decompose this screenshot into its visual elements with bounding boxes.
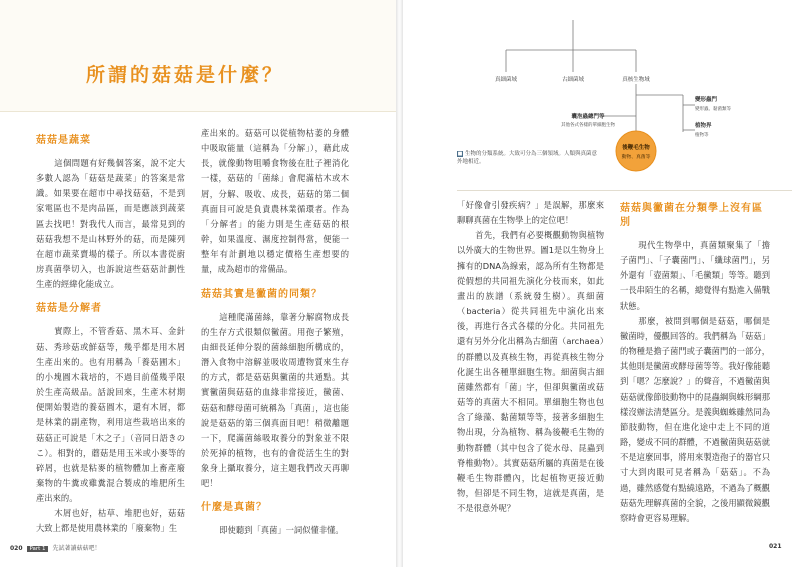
section-heading: 菇菇是分解者 <box>36 303 102 315</box>
body-paragraph: 「好像會引發疾病？」是誤解，那麼來聊聊真菌在生物學上的定位吧！ <box>457 200 604 226</box>
page-number: 021 <box>769 543 782 550</box>
amoebozoa-sublabel: 變形蟲、黏菌類等 <box>695 107 731 112</box>
right-column-2 <box>620 202 770 526</box>
body-paragraph: 木屑也好，枯草、堆肥也好，菇菇大致上都是使用農林業的「廢棄物」生 <box>36 508 185 534</box>
figure-marker: ■ <box>457 150 463 157</box>
opisthokont-highlight <box>616 131 656 171</box>
left-column-2 <box>201 126 349 539</box>
section-heading: 菇菇與黴菌在分類學上沒有區別 <box>620 203 763 228</box>
opisthokont-sublabel: 動物、真菌等 <box>621 155 651 160</box>
figure-divider <box>457 190 792 191</box>
amoebozoa-label: 變形蟲門 <box>695 97 718 103</box>
left-column-1 <box>36 134 185 537</box>
group-sublabel: 其他各式各樣的單細胞生物 <box>561 123 615 128</box>
group-label: 囊泡蟲總門等 <box>571 114 605 120</box>
left-page <box>0 0 396 567</box>
right-column-1 <box>457 198 604 516</box>
body-paragraph: 那麼，被問到哪個是菇菇，哪個是黴菌時，優觀回答的。我們稱為「菇菇」的物種是擔子菌門或子囊菌門的一部分，其他則是黴菌或酵母菌等等。我好像能聽到「嗯？怎麼說？」的聲音，不過黴菌與菇菇就像節肢動物中的昆蟲綱與蛛形綱那樣沒辦法清楚區分。是義與蜘蛛雖然同為節肢動物，但在進化途中走上不同的道路，變成不同的群體，不過黴菌與菇菇就不是這麼回事，將用來製造孢子的器官只寸大到肉眼可見者稱為「菇菇」。不為過，雖然感覺有點繞遠路，不過為了概觀菇菇先理解真菌的全貌，之後用顯微鏡觀察時會更容易理解。 <box>620 315 770 523</box>
right-page <box>403 0 799 567</box>
caption-text: 生物的分類系統。大致可分為三個領域。人類與真菌意外地相近。 <box>457 151 598 165</box>
figure-caption <box>457 150 597 166</box>
section-heading: 什麼是真菌？ <box>201 502 267 514</box>
title-band <box>0 0 396 112</box>
page-footer <box>769 543 782 550</box>
body-paragraph: 這個問題有好幾個答案，說不定大多數人認為「菇菇是蔬菜」的答案是常識。如果要在超市中尋找菇菇，不是到家電區也不是肉品區，而是應該到蔬菜區去找吧！對我代人而言，最常見到的菇菇我想不是山林野外的菇，而是陳列在超市蔬菜賣場的樣子。所以本書從廚房真菌學切入，也訴說這些菇菇計劃性生產的經緯化能成立。 <box>36 158 185 290</box>
phylogenetic-tree-diagram <box>403 0 799 200</box>
opisthokont-label: 後鞭毛生物 <box>622 145 650 151</box>
page-number: 020 <box>10 545 23 552</box>
part-badge: Part 1 <box>29 546 46 552</box>
section-heading: 菇菇是蔬菜 <box>36 135 91 146</box>
title-divider <box>0 111 396 112</box>
plants-sublabel: 植物等 <box>695 133 709 138</box>
body-paragraph: 產出來的。菇菇可以從植物枯萎的身體中吸取能量（這稱為「分解」），藉此成長，就像動物咀嚼食物後在肚子裡消化一樣，菇菇的「菌絲」會爬滿枯木或木屑，分解、吸收、成長，菇菇的第二個真面目可說是負責農林業循環者。作為「分解者」的能力則是生產菇菇的根幹，如果溫度、濕度控制得當，便能一整年有計劃地以穩定價格生產想要的量，成為超市的常備品。 <box>201 128 349 275</box>
page-footer <box>10 543 101 552</box>
page-title: 所謂的菇菇是什麼？ <box>86 64 285 86</box>
body-paragraph: 現代生物學中，真菌類聚集了「擔子菌門」、「子囊菌門」、「纖球菌門」，另外還有「壺菌類」、「毛黴類」等等。聽到一長串陌生的名稱，總覺得有點進入備戰狀態。 <box>620 240 770 311</box>
domain-label: 古細菌域 <box>561 77 585 83</box>
domain-label: 真核生物域 <box>622 77 650 83</box>
body-paragraph: 實際上，不管香菇、黑木耳、金針菇、秀珍菇或鮮菇等，幾乎都是用木屑生產出來的。也有用稱為「養菇圃木」的小塊圓木栽培的，不過目前僅幾乎限於生產高級品。話說回來，生產木材期便開始製造的養菇圓木，還有木屑，都是林業的副產物，利用這些栽培出來的菇菇正可說是「木之子」（音同日語きのこ）。相對的，蘑菇是用玉米或小麥等的碎屑，也就是粘麥的植物體加上畜產廢棄物的牛糞或雞糞混合製成的堆肥所生產出來的。 <box>36 326 185 504</box>
section-heading: 菇菇其實是黴菌的同類？ <box>201 288 322 300</box>
section-name: 先試著讀菇菇吧！ <box>52 545 101 552</box>
domain-label: 真細菌域 <box>494 77 518 83</box>
body-paragraph: 這種爬滿菌絲，靠著分解腐物成長的生存方式很類似黴菌。用孢子繁殖，由細長延伸分裂的菌絲細胞所構成的，潛入食物中溶解並吸收周遭物質來生存的方式，都是菇菇與黴菌的共通點。其實黴菌與菇菇的血緣非常接近，黴菌、菇菇和酵母菌可統稱為「真菌」，這也能說是菇菇的第三個真面目吧！稍微離題一下，爬滿菌絲吸取養分的對象並不限於死掉的植物，也有的會從活生生的對象身上攝取養分，這主題我們改天再聊吧！ <box>201 311 349 489</box>
book-gutter <box>396 0 403 567</box>
body-paragraph: 即使聽到「真菌」一詞似懂非懂。 <box>219 525 344 536</box>
plants-label: 植物界 <box>695 123 712 129</box>
body-paragraph: 首先，我們有必要概觀動物與植物以外廣大的生物世界。圖1是以生物身上擁有的DNA為線索，認為所有生物都是從假想的共同祖先演化分枝而來，如此畫出的族譜（系統發生樹）。真細菌（bacteria）從共同祖先中演化出來後，再進行各式各樣的分化。共同祖先還有另外分化出稱為古細菌（archaea）的群體以及真核生物，再從真核生物分化誕生出各種單細胞生物。細菌與古細菌雖然都有「菌」字，但卻與黴菌或菇菇等的真菌大不相同。單細胞生物也包含了綠藻、黏菌類等等，接著多細胞生物出現，分為植物、稱為後鞭毛生物的動物群體（其中包含了從水母、昆蟲到脊椎動物）。其實菇菇所屬的真菌是在後鞭毛生物群體內，比起植物更接近動物，但卻是不同生物，這就是真菌，是不是很意外呢？ <box>457 230 604 514</box>
